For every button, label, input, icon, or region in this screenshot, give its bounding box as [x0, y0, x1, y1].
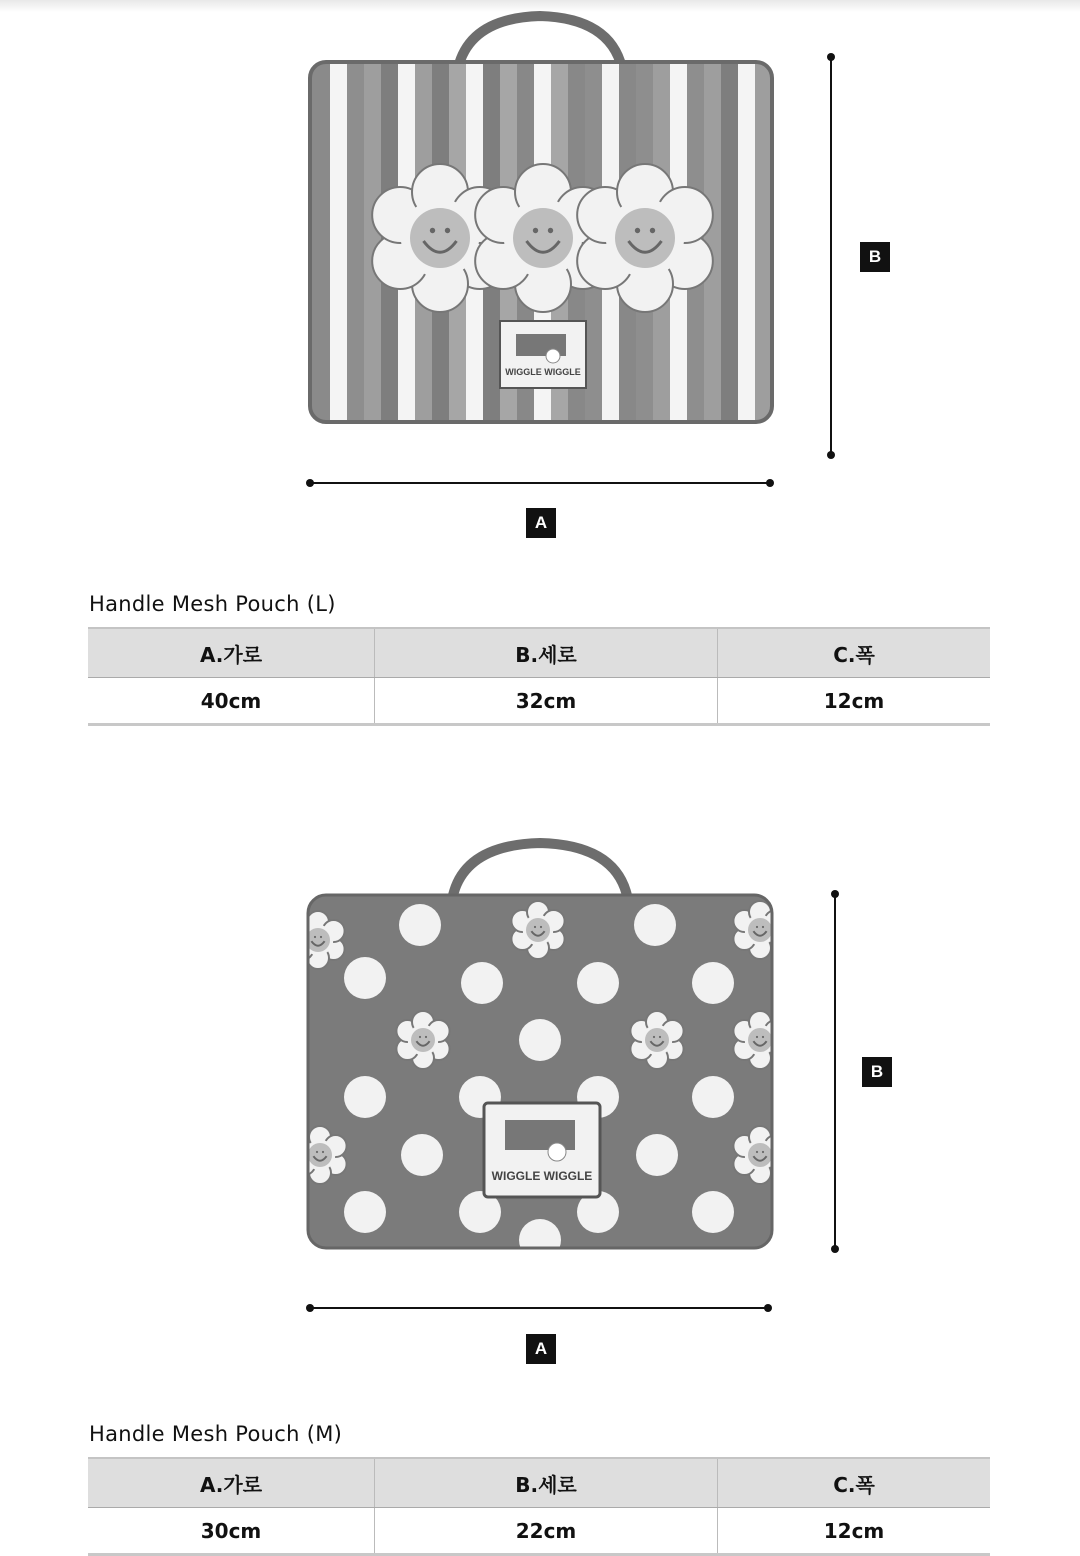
dimension-b-label: B [860, 242, 890, 272]
table-header-row [88, 1458, 990, 1508]
dimension-a-label: A [526, 1334, 556, 1364]
smiley-flower [396, 1011, 449, 1069]
header-depth: C.폭 [718, 628, 991, 678]
header-height: B.세로 [375, 1458, 718, 1508]
pouch-m-image [0, 820, 1080, 1380]
dimension-a-label: A [526, 508, 556, 538]
size-table [88, 1457, 990, 1556]
smiley-flower [511, 901, 564, 959]
brand-patch-text: WIGGLE WIGGLE [505, 367, 581, 377]
handle [452, 843, 628, 900]
smiley-flower [733, 1011, 786, 1069]
table-row [88, 678, 990, 725]
header-width: A.가로 [88, 628, 375, 678]
value-height: 22cm [375, 1508, 718, 1555]
table-row [88, 1508, 990, 1555]
header-height: B.세로 [375, 628, 718, 678]
value-height: 32cm [375, 678, 718, 725]
value-depth: 12cm [718, 678, 991, 725]
brand-patch-text: WIGGLE WIGGLE [491, 1169, 593, 1183]
value-width: 30cm [200, 1518, 262, 1543]
dimension-b-label: B [862, 1057, 892, 1087]
value-width: 40cm [200, 688, 262, 713]
size-table [88, 627, 990, 726]
header-depth: C.폭 [718, 1458, 991, 1508]
product-title: Handle Mesh Pouch (L) [89, 592, 336, 616]
brand-patch [500, 321, 586, 388]
header-width: A.가로 [88, 1458, 375, 1508]
table-header-row [88, 628, 990, 678]
smiley-flower [630, 1011, 683, 1069]
smiley-flower [291, 911, 344, 969]
product-title: Handle Mesh Pouch (M) [89, 1422, 343, 1446]
pouch-l-image [0, 0, 1080, 560]
smiley-flower [293, 1126, 346, 1184]
brand-patch [484, 1103, 600, 1197]
value-depth: 12cm [718, 1508, 991, 1555]
smiley-flower [733, 1126, 786, 1184]
smiley-flower [733, 901, 786, 959]
